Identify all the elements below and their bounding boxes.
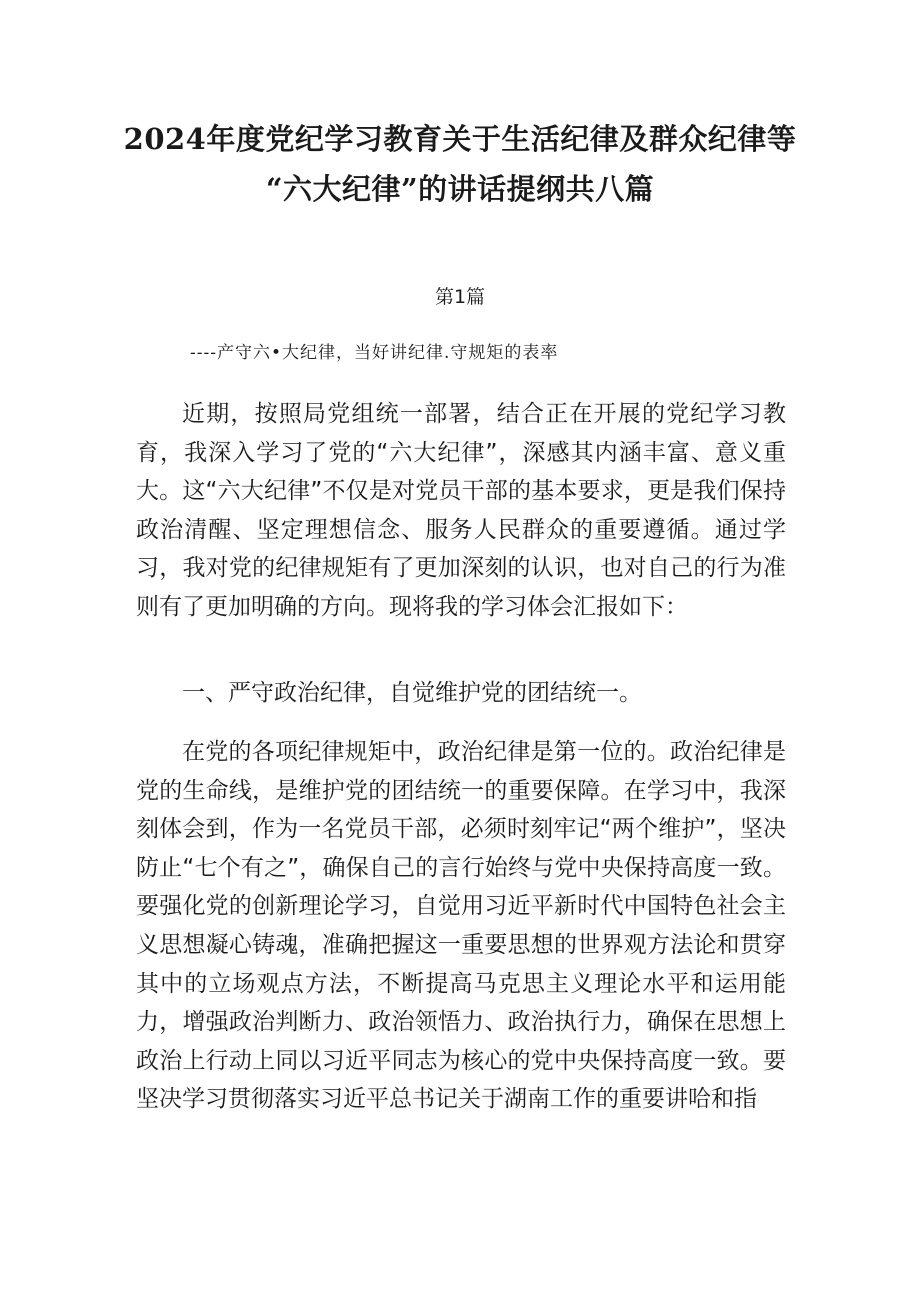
section-number: 第1篇 bbox=[434, 286, 486, 308]
document-title-line-2: “六大纪律”的讲话提纲共八篇 bbox=[265, 172, 655, 206]
document-title-line-1: 2024年度党纪学习教育关于生活纪律及群众纪律等 bbox=[123, 122, 797, 156]
section-heading-political-discipline: 一、严守政治纪律，自觉维护党的团结统一。 bbox=[182, 680, 642, 706]
section-subtitle: ----产守六•大纪律，当好讲纪律.守规矩的表率 bbox=[190, 343, 559, 363]
paragraph-political-discipline: 在党的各项纪律规矩中，政治纪律是第一位的。政治纪律是党的生命线，是维护党的团结统一的重要保障。在学习中，我深刻体会到，作为一名党员干部，必须时刻牢记“两个维护”，坚决防止“七个有之”，确保自己的言行始终与党中央保持高度一致。要强化党的创新理论学习，自觉用习近平新时代中国特色社会主义思想凝心铸魂，准确把握这一重要思想的世界观方法论和贯穿其中的立场观点方法，不断提高马克思主义理论水平和运用能力，增强政治判断力、政治领悟力、政治执行力，确保在思想上政治上行动上同以习近平同志为核心的党中央保持高度一致。要坚决学习贯彻落实习近平总书记关于湖南工作的重要讲哈和指 bbox=[136, 739, 786, 1113]
paragraph-intro: 近期，按照局党组统一部署，结合正在开展的党纪学习教育，我深入学习了党的“六大纪律”，深感其内涵丰富、意义重大。这“六大纪律”不仅是对党员干部的基本要求，更是我们保持政治清醒、坚定理想信念、服务人民群众的重要遵循。通过学习，我对党的纪律规矩有了更加深刻的认识，也对自己的行为准则有了更加明确的方向。现将我的学习体会汇报如下： bbox=[136, 401, 786, 620]
